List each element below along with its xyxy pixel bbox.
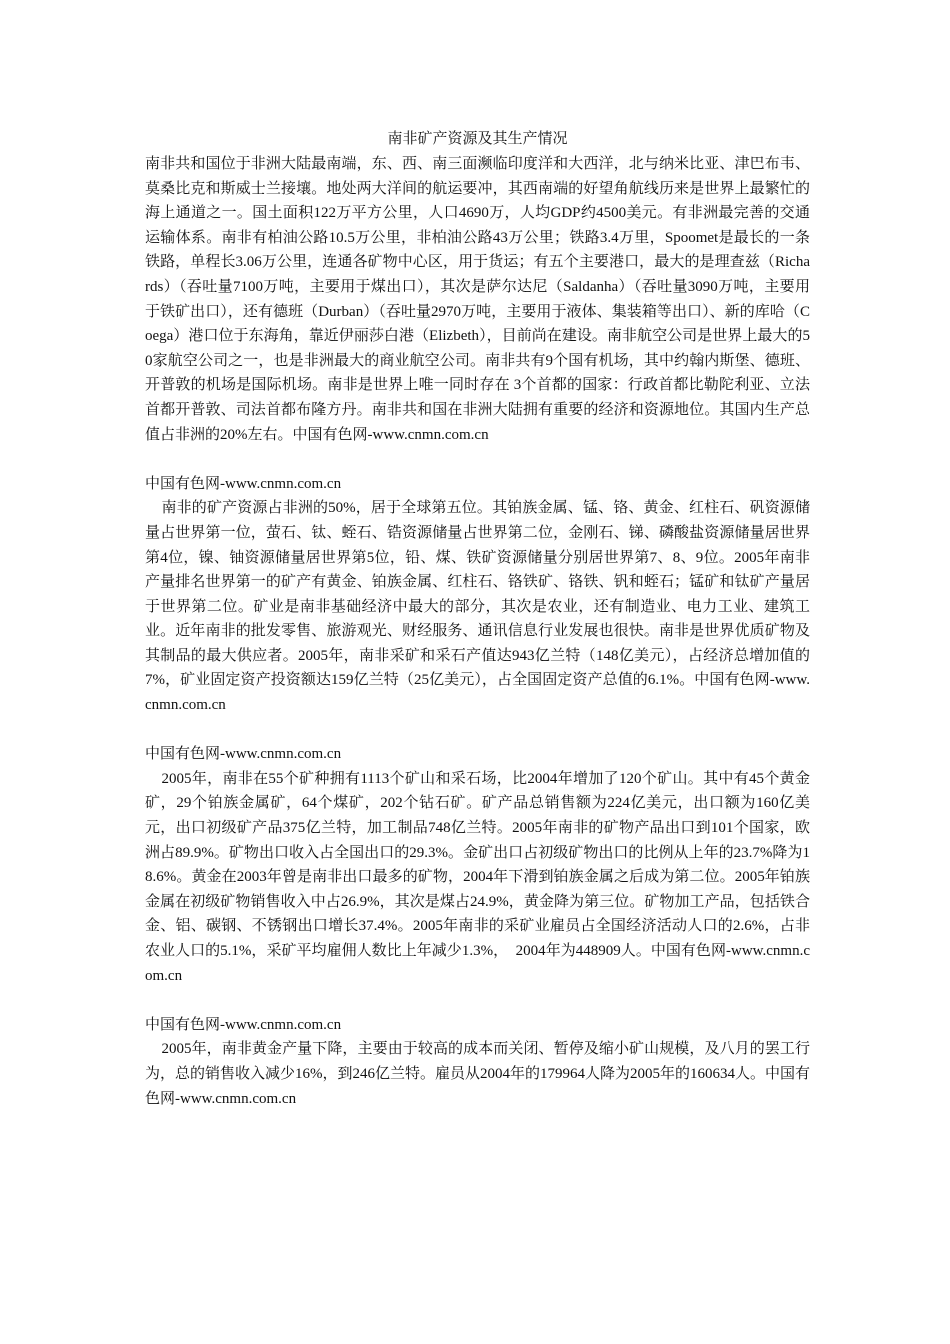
paragraph-spacer bbox=[145, 988, 810, 1013]
source-line: 中国有色网-www.cnmn.com.cn bbox=[145, 475, 342, 492]
paragraph-mineral-resources: 南非的矿产资源占非洲的50%，居于全球第五位。其铂族金属、锰、铬、黄金、红柱石、矾资源储量占世界第一位，萤石、钛、蛭石、锆资源储量占世界第二位，金刚石、锑、磷酸盐资源储量居世界第4位，镍、铀资源储量居世界第5位，铅、煤、铁矿资源储量分别居世界第7、8、9位。2005年南非产量排名世界第一的矿产有黄金、铂族金属、红柱石、铬铁矿、铬铁、钒和蛭石；锰矿和钛矿产量居于世界第二位。矿业是南非基础经济中最大的部分，其次是农业，还有制造业、电力工业、建筑工业。近年南非的批发零售、旅游观光、财经服务、通讯信息行业发展也很快。南非是世界优质矿物及其制品的最大供应者。2005年，南非采矿和采石产值达943亿兰特（148亿美元），占经济总增加值的7%，矿业固定资产投资额达159亿兰特（25亿美元），占全国固定资产总值的6.1%。中国有色网-www.cnmn.com.cn bbox=[145, 500, 810, 714]
paragraph-intro: 南非共和国位于非洲大陆最南端，东、西、南三面濒临印度洋和大西洋，北与纳米比亚、津巴布韦、莫桑比克和斯威士兰接壤。地处两大洋间的航运要冲，其西南端的好望角航线历来是世界上最繁忙的海上通道之一。国土面积122万平方公里，人口4690万，人均GDP约4500美元。有非洲最完善的交通运输体系。南非有柏油公路10.5万公里，非柏油公路43万公里；铁路3.4万里，Spoomet是最长的一条铁路，单程长3.06万公里，连通各矿物中心区，用于货运；有五个主要港口，最大的是理查兹（Richards）（吞吐量7100万吨，主要用于煤出口），其次是萨尔达尼（Saldanha）（吞吐量3090万吨，主要用于铁矿出口），还有德班（Durban）（吞吐量2970万吨，主要用于液体、集装箱等出口）、新的库哈（Coega）港口位于东海角，靠近伊丽莎白港（Elizbeth），目前尚在建设。南非航空公司是世界上最大的50家航空公司之一，也是非洲最大的商业航空公司。南非共有9个国有机场，其中约翰内斯堡、德班、开普敦的机场是国际机场。南非是世界上唯一同时存在 3个首都的国家：行政首都比勒陀利亚、立法首都开普敦、司法首都布隆方丹。南非共和国在非洲大陆拥有重要的经济和资源地位。其国内生产总值占非洲的20%左右。中国有色网-www.cnmn.com.cn bbox=[145, 156, 810, 443]
paragraph-spacer bbox=[145, 718, 810, 743]
source-line: 中国有色网-www.cnmn.com.cn bbox=[145, 1016, 342, 1033]
document-title: 南非矿产资源及其生产情况 bbox=[387, 131, 568, 147]
document-page bbox=[145, 126, 810, 1111]
paragraph-gold-production: 2005年，南非黄金产量下降，主要由于较高的成本而关闭、暂停及缩小矿山规模，及八月的罢工行为，总的销售收入减少16%，到246亿兰特。雇员从2004年的179964人降为2005年的160634人。中国有色网-www.cnmn.com.cn bbox=[145, 1041, 810, 1107]
paragraph-spacer bbox=[145, 447, 810, 472]
paragraph-mining-2005: 2005年，南非在55个矿种拥有1113个矿山和采石场，比2004年增加了120个矿山。其中有45个黄金矿，29个铂族金属矿，64个煤矿，202个钻石矿。矿产品总销售额为224亿美元，出口额为160亿美元，出口初级矿产品375亿兰特，加工制品748亿兰特。2005年南非的矿物产品出口到101个国家，欧洲占89.9%。矿物出口收入占全国出口的29.3%。金矿出口占初级矿物出口的比例从上年的23.7%降为18.6%。黄金在2003年曾是南非出口最多的矿物，2004年下滑到铂族金属之后成为第二位。2005年铂族金属在初级矿物销售收入中占26.9%，其次是煤占24.9%，黄金降为第三位。矿物加工产品，包括铁合金、铝、碳钢、不锈钢出口增长37.4%。2005年南非的采矿业雇员占全国经济活动人口的2.6%，占非农业人口的5.1%，采矿平均雇佣人数比上年减少1.3%， 2004年为448909人。中国有色网-www.cnmn.com.cn bbox=[145, 770, 810, 984]
source-line: 中国有色网-www.cnmn.com.cn bbox=[145, 746, 342, 763]
